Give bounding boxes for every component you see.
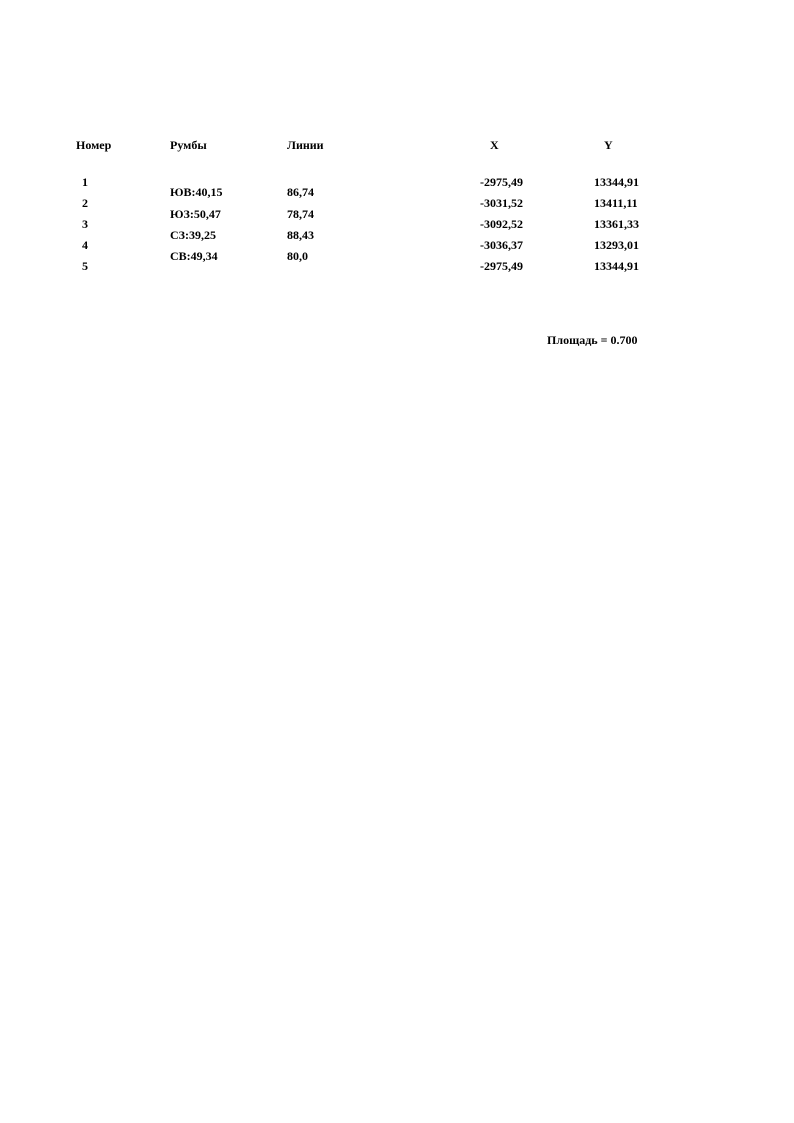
point-y: 13293,01 bbox=[594, 238, 639, 252]
point-x: -2975,49 bbox=[480, 175, 523, 189]
point-x: -3092,52 bbox=[480, 217, 523, 231]
header-number: Номер bbox=[76, 138, 112, 152]
point-y: 13344,91 bbox=[594, 259, 639, 273]
segment-bearing: ЮВ:40,15 bbox=[170, 185, 223, 199]
segment-length: 88,43 bbox=[287, 228, 314, 242]
segment-bearing: СВ:49,34 bbox=[170, 249, 218, 263]
segment-length: 80,0 bbox=[287, 249, 308, 263]
header-x: X bbox=[490, 138, 499, 152]
segment-bearing: СЗ:39,25 bbox=[170, 228, 216, 242]
header-bearings: Румбы bbox=[170, 138, 207, 152]
segment-bearing: ЮЗ:50,47 bbox=[170, 207, 221, 221]
point-x: -3036,37 bbox=[480, 238, 523, 252]
point-number: 2 bbox=[82, 196, 88, 210]
area-result: Площадь = 0.700 bbox=[547, 333, 638, 347]
segment-length: 86,74 bbox=[287, 185, 314, 199]
point-number: 1 bbox=[82, 175, 88, 189]
segment-length: 78,74 bbox=[287, 207, 314, 221]
point-number: 5 bbox=[82, 259, 88, 273]
point-y: 13411,11 bbox=[594, 196, 638, 210]
header-lines: Линии bbox=[287, 138, 324, 152]
point-number: 3 bbox=[82, 217, 88, 231]
point-x: -3031,52 bbox=[480, 196, 523, 210]
point-y: 13344,91 bbox=[594, 175, 639, 189]
point-number: 4 bbox=[82, 238, 88, 252]
header-y: Y bbox=[604, 138, 613, 152]
point-x: -2975,49 bbox=[480, 259, 523, 273]
point-y: 13361,33 bbox=[594, 217, 639, 231]
